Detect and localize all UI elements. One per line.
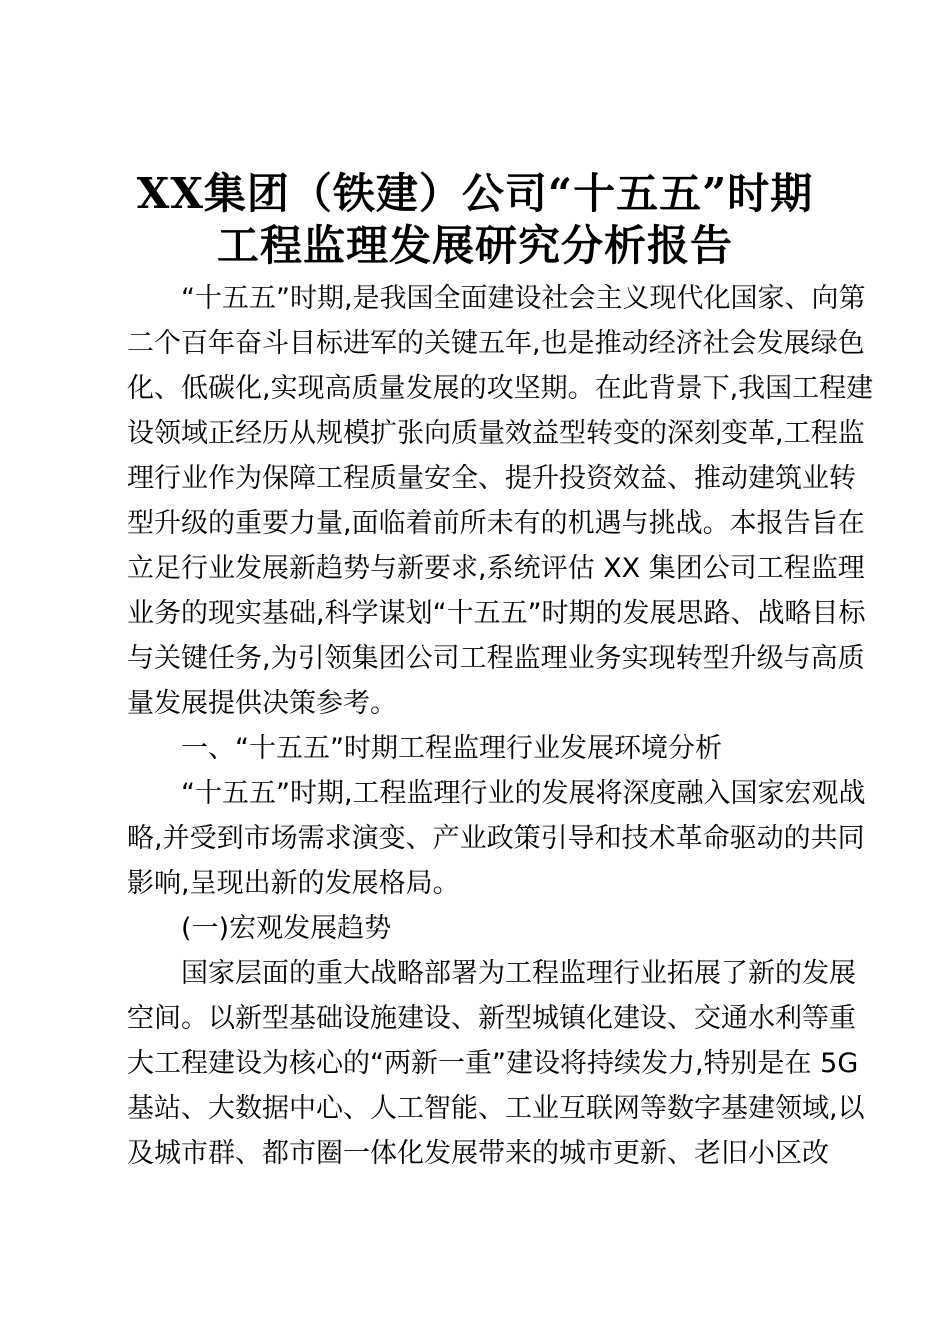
paragraph-intro-line: 化、低碳化,实现高质量发展的攻坚期。在此背景下,我国工程建 bbox=[127, 373, 874, 404]
paragraph-intro-line: 型升级的重要力量,面临着前所未有的机遇与挑战。本报告旨在 bbox=[127, 508, 865, 539]
paragraph-trend-line: 空间。以新型基础设施建设、新型城镇化建设、交通水利等重 bbox=[127, 1003, 856, 1034]
paragraph-intro-line: 量发展提供决策参考。 bbox=[127, 688, 397, 719]
paragraph-intro-line: 与关键任务,为引领集团公司工程监理业务实现转型升级与高质 bbox=[127, 643, 865, 674]
paragraph-intro-line: 立足行业发展新趋势与新要求,系统评估 XX 集团公司工程监理 bbox=[127, 553, 865, 584]
report-title-line-1: XX集团（铁建）公司“十五五”时期 bbox=[136, 169, 814, 218]
paragraph-trend-line: 基站、大数据中心、人工智能、工业互联网等数字基建领域,以 bbox=[127, 1093, 865, 1124]
paragraph-trend-line: 国家层面的重大战略部署为工程监理行业拓展了新的发展 bbox=[181, 958, 856, 989]
paragraph-intro-line: 理行业作为保障工程质量安全、提升投资效益、推动建筑业转 bbox=[127, 463, 856, 494]
subsection-heading: (一)宏观发展趋势 bbox=[181, 913, 392, 944]
paragraph-intro-line: 业务的现实基础,科学谋划“十五五”时期的发展思路、战略目标 bbox=[127, 598, 866, 629]
paragraph-section-line: 影响,呈现出新的发展格局。 bbox=[127, 868, 460, 899]
paragraph-trend-line: 大工程建设为核心的“两新一重”建设将持续发力,特别是在 5G bbox=[127, 1048, 859, 1079]
paragraph-section-line: 略,并受到市场需求演变、产业政策引导和技术革命驱动的共同 bbox=[127, 823, 865, 854]
paragraph-trend-line: 及城市群、都市圈一体化发展带来的城市更新、老旧小区改 bbox=[127, 1138, 829, 1169]
paragraph-intro-line: “十五五”时期,是我国全面建设社会主义现代化国家、向第 bbox=[181, 283, 866, 314]
section-heading: 一、“十五五”时期工程监理行业发展环境分析 bbox=[181, 733, 722, 764]
paragraph-intro-line: 二个百年奋斗目标进军的关键五年,也是推动经济社会发展绿色 bbox=[127, 328, 865, 359]
paragraph-section-line: “十五五”时期,工程监理行业的发展将深度融入国家宏观战 bbox=[181, 778, 866, 809]
report-title-line-2: 工程监理发展研究分析报告 bbox=[216, 221, 733, 270]
paragraph-intro-line: 设领域正经历从规模扩张向质量效益型转变的深刻变革,工程监 bbox=[127, 418, 865, 449]
report-body bbox=[127, 276, 874, 1176]
